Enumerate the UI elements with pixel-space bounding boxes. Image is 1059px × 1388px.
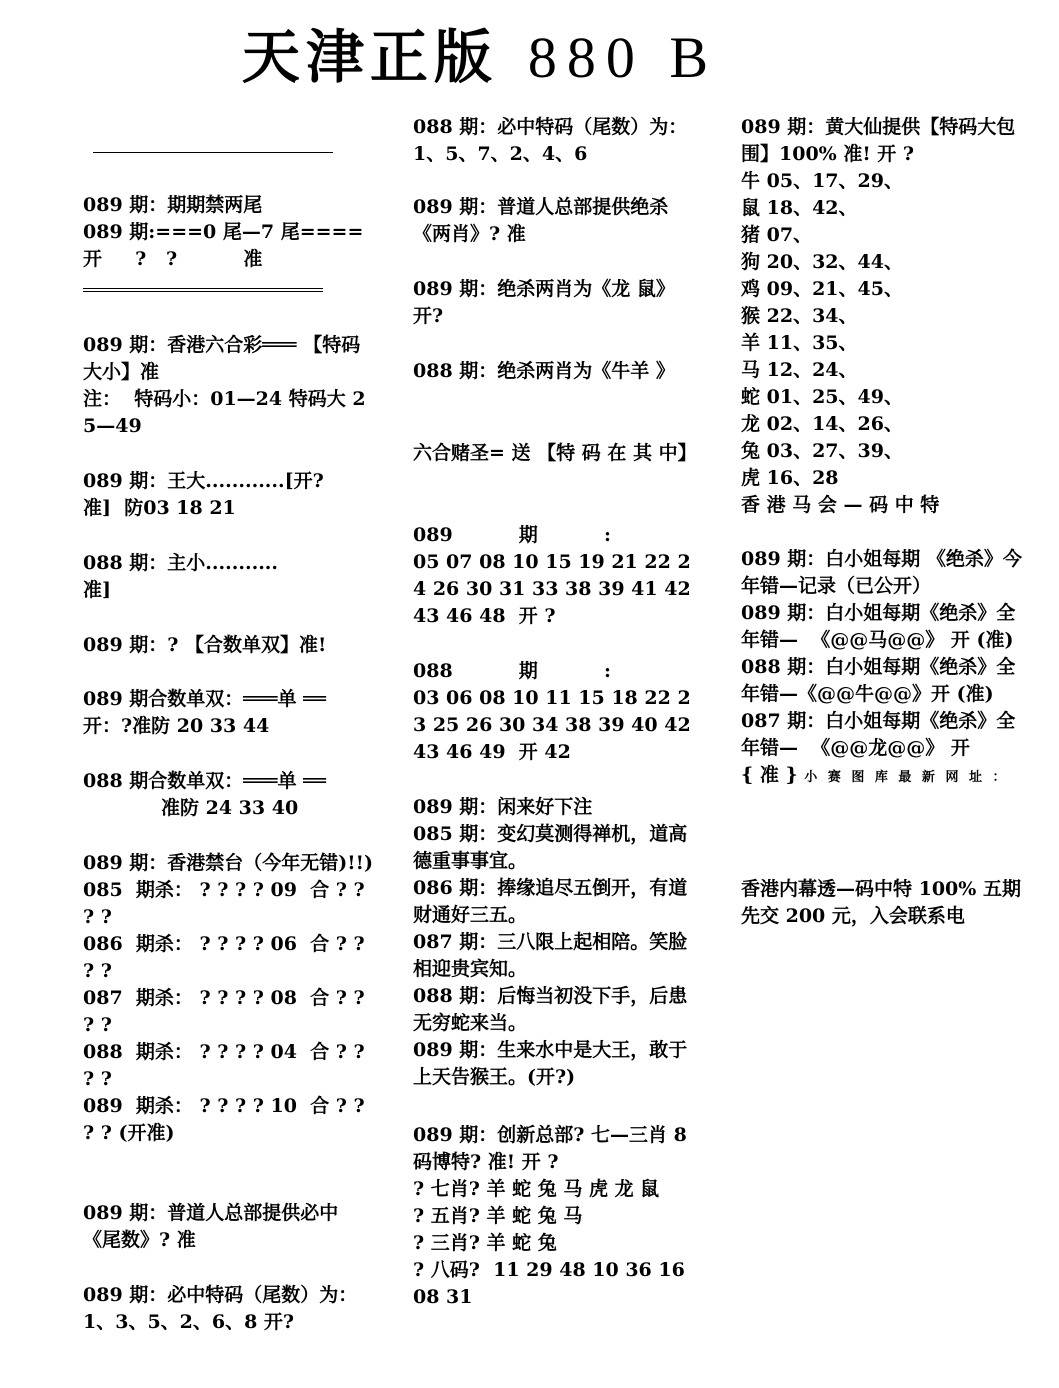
zodiac-animal: 猴 [741,305,761,327]
text-line: 088 期合数单双：═══单 ══ [83,770,327,792]
text-line: 1、5、7、2、4、6 [413,143,588,165]
text-line: 089 期：白小姐每期 《绝杀》今年错—记录（已公开） [741,548,1022,597]
zodiac-nums: 16、28 [766,467,839,489]
zodiac-nums: 12、24、 [766,359,858,381]
zodiac-row [741,438,939,465]
text-line: ? 八码? 11 29 48 10 36 16 08 31 [413,1259,692,1308]
zodiac-animal: 蛇 [741,386,761,408]
text-line: 注： 特码小：01—24 特码大 25—49 [83,388,366,437]
zodiac-row [741,303,939,330]
text-line: 03 06 08 10 11 15 18 22 23 25 26 30 34 38 39 40 42 43 46 49 开 42 [413,687,698,763]
text-line: 088 期：必中特码（尾数）为： [413,116,688,138]
text-line: 088 期杀： ? ? ? ? 04 合 ? ? ? ? [83,1041,372,1090]
text-line: 087 期杀： ? ? ? ? 08 合 ? ? ? ? [83,987,372,1036]
text-line: 089 期：? 【合数单双】准! [83,634,327,656]
left-block-2 [83,332,373,440]
zodiac-row [741,195,939,222]
zodiac-nums: 22、34、 [766,305,858,327]
zodiac-nums: 01、25、49、 [766,386,903,408]
zodiac-animal: 马 [741,359,761,381]
zodiac-nums: 02、14、26、 [766,413,903,435]
text-line: ? 五肖? 羊 蛇 兔 马 [413,1205,583,1227]
title-main: 天津正版 [241,23,498,91]
text-line: 085 期：变幻莫测得禅机，道高德重事事宜。 [413,823,688,872]
text-line: 089 期：期期禁两尾 [83,194,263,216]
text-line: 089 期：王大............[开? [83,470,324,492]
text-line: 089 期：普道人总部提供必中《尾数》? 准 [83,1202,339,1251]
zodiac-list [741,168,939,519]
zodiac-animal: 虎 [741,467,761,489]
left-block-4 [83,550,278,604]
text-line: 准防 24 33 40 [161,797,299,819]
text-line: 089 期：黄大仙提供【特码大包围】100% 准! 开 ? [741,116,1016,165]
text-line: 089 期：绝杀两肖为《龙 鼠》开? [413,278,675,327]
text-line: 089 期：闲来好下注 [413,796,593,818]
text-line: 088 期 : [413,660,611,682]
zodiac-row [741,222,939,249]
text-line: 准] [83,579,111,601]
zodiac-animal: 鸡 [741,278,761,300]
zodiac-animal: 羊 [741,332,761,354]
right-block-1 [741,546,1033,791]
text-line: 089 期：白小姐每期《绝杀》全年错— 《@@马@@》 开 (准) [741,602,1016,651]
mid-block-9 [413,1122,703,1311]
mid-block-8 [413,794,703,1091]
zodiac-row [741,411,939,438]
mid-block-1 [413,114,687,168]
text-line: 香 港 马 会 — 码 中 特 [741,494,940,516]
text-line: 香港内幕透—码中特 100% 五期先交 200 元，入会联系电 [741,878,1021,927]
mid-block-3 [413,276,703,330]
text-line: 088 期：主小........... [83,552,279,574]
small-note: 小 赛 图 库 最 新 网 址 ： [804,770,1009,785]
zodiac-nums: 20、32、44、 [766,251,903,273]
text-line: 085 期杀： ? ? ? ? 09 合 ? ? ? ? [83,879,372,928]
zodiac-row [741,465,939,492]
text-line: 089 期：香港六合彩═══ 【特码大小】准 [83,334,361,383]
text-line: 准] 防03 18 21 [83,497,236,519]
text-line: 089 期:===0 尾—7 尾==== [83,221,364,243]
left-block-1 [83,192,363,273]
text-line: 086 期杀： ? ? ? ? 06 合 ? ? ? ? [83,933,372,982]
mid-block-5 [413,440,697,467]
mid-block-6 [413,522,703,630]
text-line: 开 ? ? 准 [83,248,263,270]
zodiac-row [741,330,939,357]
text-line: 089 期合数单双：═══单 ══ [83,688,327,710]
text-line: 089 期：必中特码（尾数）为： [83,1284,358,1306]
zodiac-animal: 牛 [741,170,761,192]
text-line: 089 期：创新总部? 七—三肖 8 码博特? 准! 开 ? [413,1124,694,1173]
right-block-2 [741,876,1033,930]
text-line: 088 期：白小姐每期《绝杀》全年错—《@@牛@@》开 (准) [741,656,1016,705]
text-line: 089 期：生来水中是大王，敢于上天告猴王。(开?) [413,1039,688,1088]
left-block-8 [83,850,373,1147]
text-line: 089 期杀： ? ? ? ? 10 合 ? ? ? ? (开准) [83,1095,372,1144]
text-line: 088 期：后悔当初没下手，后患无穷蛇来当。 [413,985,688,1034]
mid-block-2 [413,194,703,248]
note-open: { 准 } [741,764,798,786]
text-line: 088 期：绝杀两肖为《牛羊 》 [413,360,675,382]
text-line: ? 三肖? 羊 蛇 兔 [413,1232,557,1254]
zodiac-nums: 05、17、29、 [766,170,903,192]
zodiac-animal: 猪 [741,224,761,246]
text-line: 089 期：普道人总部提供绝杀《两肖》? 准 [413,196,669,245]
zodiac-row [741,168,939,195]
zodiac-row [741,357,939,384]
zodiac-nums: 03、27、39、 [766,440,903,462]
zodiac-animal: 兔 [741,440,761,462]
zodiac-row [741,384,939,411]
text-line: 089 期 : [413,524,611,546]
zodiac-row [741,276,939,303]
left-block-10 [83,1282,357,1336]
zodiac-nums: 09、21、45、 [766,278,903,300]
left-block-9 [83,1200,373,1254]
mid-block-7 [413,658,703,766]
zodiac-nums: 07、 [766,224,813,246]
zodiac-animal: 鼠 [741,197,761,219]
top-rule [93,152,333,153]
text-line: 087 期：白小姐每期《绝杀》全年错— 《@@龙@@》 开 [741,710,1016,759]
text-line: 089 期：香港禁台（今年无错)!!) [83,852,373,874]
text-line: 1、3、5、2、6、8 开? [83,1311,295,1333]
page-title [0,22,960,93]
mid-block-4 [413,358,675,385]
text-line: 086 期：捧缘追尽五倒开，有道财通好三五。 [413,877,688,926]
text-line: ? 七肖? 羊 蛇 兔 马 虎 龙 鼠 [413,1178,660,1200]
text-line: 六合赌圣= 送 【特 码 在 其 中】 [413,442,697,464]
text-line: 开：?准防 20 33 44 [83,715,270,737]
zodiac-animal: 狗 [741,251,761,273]
zodiac-animal: 龙 [741,413,761,435]
left-block-3 [83,468,324,522]
left-block-7 [83,768,326,822]
zodiac-nums: 18、42、 [766,197,858,219]
left-block-5 [83,632,326,659]
left-block-6 [83,686,326,740]
zodiac-nums: 11、35、 [766,332,858,354]
double-rule [83,288,323,292]
right-header [741,114,1033,168]
title-code: 880 B [527,25,719,90]
text-line: 087 期：三八限上起相陪。笑脸相迎贵宾知。 [413,931,688,980]
note-line [741,762,1033,791]
zodiac-row [741,249,939,276]
text-line: 05 07 08 10 15 19 21 22 24 26 30 31 33 38 39 41 42 43 46 48 开 ? [413,551,698,627]
